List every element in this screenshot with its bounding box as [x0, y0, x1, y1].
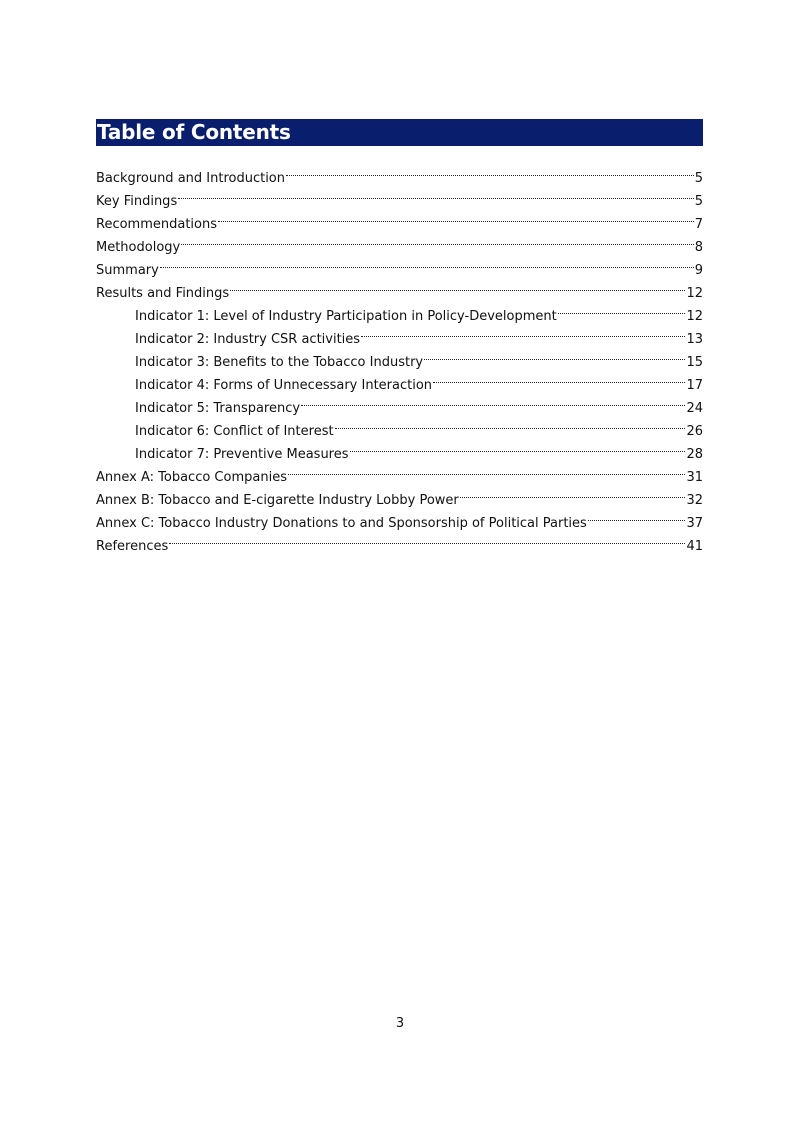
toc-dot-leader [424, 343, 685, 366]
toc-entry-page: 24 [686, 401, 703, 416]
toc-entry-page: 5 [694, 171, 703, 186]
toc-dot-leader [169, 527, 685, 550]
toc-entry[interactable] [96, 182, 703, 209]
toc-entry-label: Summary [96, 263, 159, 278]
toc-entry-page: 31 [686, 470, 703, 485]
toc-entry-label: Results and Findings [96, 286, 230, 301]
toc-entry-label: Indicator 6: Conflict of Interest [135, 424, 334, 439]
toc-dot-leader [286, 159, 694, 182]
toc-entry[interactable] [96, 228, 703, 255]
toc-entry-label: Annex B: Tobacco and E-cigarette Industry Lobby Power [96, 493, 459, 508]
toc-entry-label: Recommendations [96, 217, 218, 232]
toc-entry-page: 5 [694, 194, 703, 209]
toc-dot-leader [350, 435, 686, 458]
toc-entry-label: Key Findings [96, 194, 178, 209]
toc-entry-page: 17 [686, 378, 703, 393]
toc-entry-page: 15 [686, 355, 703, 370]
toc-entry-label: Indicator 1: Level of Industry Participation in Policy-Development [135, 309, 557, 324]
toc-entry-page: 12 [686, 286, 703, 301]
toc-entry-label: Indicator 5: Transparency [135, 401, 301, 416]
toc-heading: Table of Contents [96, 119, 703, 146]
toc-dot-leader [160, 251, 694, 274]
toc-entry[interactable] [96, 159, 703, 186]
toc-entry-page: 13 [686, 332, 703, 347]
toc-entry-page: 7 [694, 217, 703, 232]
toc-entry-label: Indicator 7: Preventive Measures [135, 447, 349, 462]
toc-entry-page: 12 [686, 309, 703, 324]
toc-entry-page: 32 [686, 493, 703, 508]
toc-dot-leader [588, 504, 686, 527]
toc-entry-label: Indicator 4: Forms of Unnecessary Interaction [135, 378, 433, 393]
toc-dot-leader [361, 320, 685, 343]
toc-dot-leader [558, 297, 686, 320]
toc-entry-page: 8 [694, 240, 703, 255]
toc-entry[interactable] [96, 205, 703, 232]
toc-entry-page: 9 [694, 263, 703, 278]
toc-entry-label: Annex C: Tobacco Industry Donations to and Sponsorship of Political Parties [96, 516, 587, 531]
toc-entry-label: Background and Introduction [96, 171, 286, 186]
toc-entry-label: Annex A: Tobacco Companies [96, 470, 287, 485]
toc-entry-label: Methodology [96, 240, 181, 255]
toc-entry[interactable] [96, 251, 703, 278]
toc-entry-label: Indicator 2: Industry CSR activities [135, 332, 361, 347]
toc-dot-leader [335, 412, 686, 435]
toc-dot-leader [433, 366, 685, 389]
toc-entry-page: 41 [686, 539, 703, 554]
toc-dot-leader [230, 274, 685, 297]
toc-dot-leader [460, 481, 686, 504]
toc-entry-label: References [96, 539, 169, 554]
toc-dot-leader [288, 458, 685, 481]
toc-entry[interactable] [96, 527, 703, 554]
toc-entry-page: 28 [686, 447, 703, 462]
page-number: 3 [395, 1016, 405, 1031]
toc-dot-leader [301, 389, 685, 412]
toc-list [96, 159, 703, 554]
toc-entry-page: 37 [686, 516, 703, 531]
toc-dot-leader [181, 228, 693, 251]
toc-entry[interactable] [96, 274, 703, 301]
toc-dot-leader [218, 205, 694, 228]
toc-entry-page: 26 [686, 424, 703, 439]
toc-dot-leader [178, 182, 694, 205]
toc-entry-label: Indicator 3: Benefits to the Tobacco Industry [135, 355, 424, 370]
